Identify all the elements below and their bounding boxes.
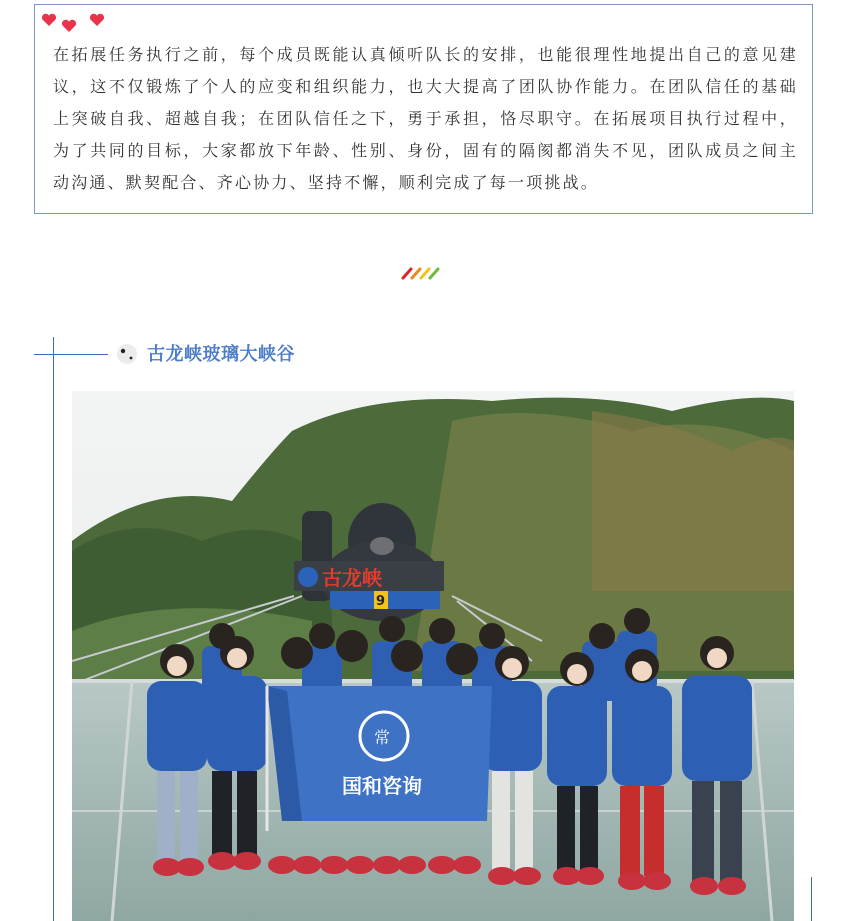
heart-icon xyxy=(41,13,57,27)
gate-sign-text: 古龙峡 xyxy=(322,566,382,590)
quote-paragraph: 在拓展任务执行之前，每个成员既能认真倾听队长的安排，也能很理性地提出自己的意见建议，这不仅锻炼了个人的应变和组织能力，也大大提高了团队协作能力。在团队信任的基础上突破自我、超越自我；在团队信任之下，勇于承担，恪尽职守。在拓展项目执行过程中，为了共同的目标，大家都放下年龄、性别、身份，固有的隔阂都消失不见，团队成员之间主动沟通、默契配合、齐心协力、坚持不懈，顺利完成了每一项挑战。 xyxy=(53,45,798,192)
frame-vertical-line xyxy=(53,337,54,921)
circle-dot-icon xyxy=(116,343,138,365)
flag-emblem: 常 xyxy=(374,728,391,747)
banner-number: 9 xyxy=(376,594,386,609)
heart-icon xyxy=(89,13,105,27)
frame-right-line xyxy=(811,877,812,921)
hearts-decoration xyxy=(39,9,119,35)
flag-text: 国和咨询 xyxy=(342,774,422,798)
color-slash-divider xyxy=(400,266,440,280)
team-photo xyxy=(72,391,794,921)
heart-icon xyxy=(61,19,77,33)
frame-horizontal-line xyxy=(34,354,108,355)
section-title: 古龙峡玻璃大峡谷 xyxy=(147,344,295,365)
quote-box xyxy=(34,4,813,214)
